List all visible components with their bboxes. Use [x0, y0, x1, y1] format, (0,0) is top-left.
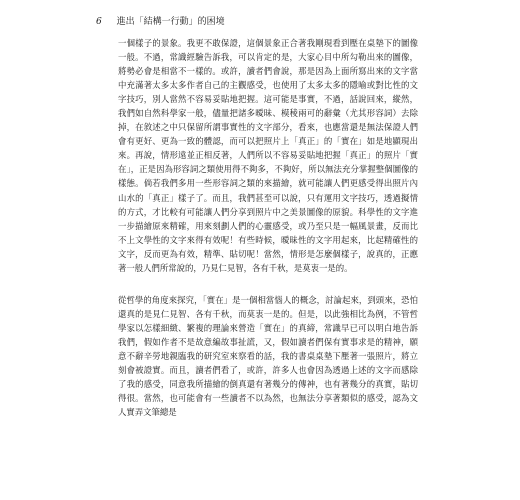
page-number: 6 — [96, 17, 102, 27]
page-body — [118, 36, 418, 419]
paragraph-gap — [118, 275, 418, 293]
body-paragraph-1: 一個樣子的景象。我更不敢保證，這個景象正合著我剛現看到壓在桌墊下的圖像一般。不過，常識經驗告訴我，可以肯定的是，大家心目中所勾勒出來的圖像，將勢必會是相當不一樣的。或許，讀者們會說，那是因為上面所寫出來的文字當中充滿著太多太多作者自己的主觀感受，也使用了太多太多的隱喻或對比性的文字技巧，別人當然不容易妥貼地把握。這可能是事實，不過，話說回來，縱然，我們如自然科學家一般，儘量把諸多曖昧、模稜兩可的辭彙（尤其形容詞）去除掉，在敘述之中只保留所謂事實性的文字部分，看來，也應當還是無法保證人們會有更好、更為一致的體認，而可以把照片上「真正」的「實在」如是地顯現出來。再說，情形遠並正相反著，人們所以不容易妥貼地把握「真正」的照片「實在」，正是因為形容詞之類使用得不夠多，不夠好，所以無法充分掌握整個圖像的樣態。倘若我們多用一些形容詞之類的來描繪，就可能讓人們更感受得出照片內山水的「真正」樣子了。而且，我們甚至可以說，只有運用文字技巧，透過擬情的方式，才比較有可能讓人們分享到照片中之美景圖像的原貌。科學性的文字進一步描繪原來精確，用來刻劃人們的心靈感受，或乃至只是一幅風景畫，反而比不上文學性的文字來得有效呢！有些時候，曖昧性的文字用起來，比起精確性的文字，反而更為有效，精準、貼切呢！當然，情形是怎麼個樣子，說真的，正應著一般人們所常說的，乃見仁見智，各有千秋，是莫衷一是的。 — [118, 38, 418, 273]
running-header — [96, 14, 225, 27]
running-title: 進出「結構一行動」的困境 — [116, 17, 225, 27]
body-paragraph-2: 從哲學的角度來探究，「實在」是一個相當惱人的概念，討論起來，到頭來，恐怕還真的是見仁見智、各有千秋，而莫衷一是的。但是，以此強相比為例，不管哲學家以怎樣細緻、繁複的理論來營造「實在」的真締，常識早已可以明白地告訴我們，假如作者不是故意編故事扯謊，又，假如讀者們保有實事求是的精神，願意不辭辛勞地親臨我的研究室來察看的話，我的書桌桌墊下壓著一張照片，將立刻會被證實。而且，讀者們看了，或許，許多人也會因為透過上述的文字而感除了我的感受，同意我所描繪的倒真還有著幾分的傳神，也有著幾分的真實，貼切得很。當然，也可能會有一些讀者不以為然，也無法分享著類似的感受，認為文人實弄文筆總是 — [118, 294, 418, 418]
